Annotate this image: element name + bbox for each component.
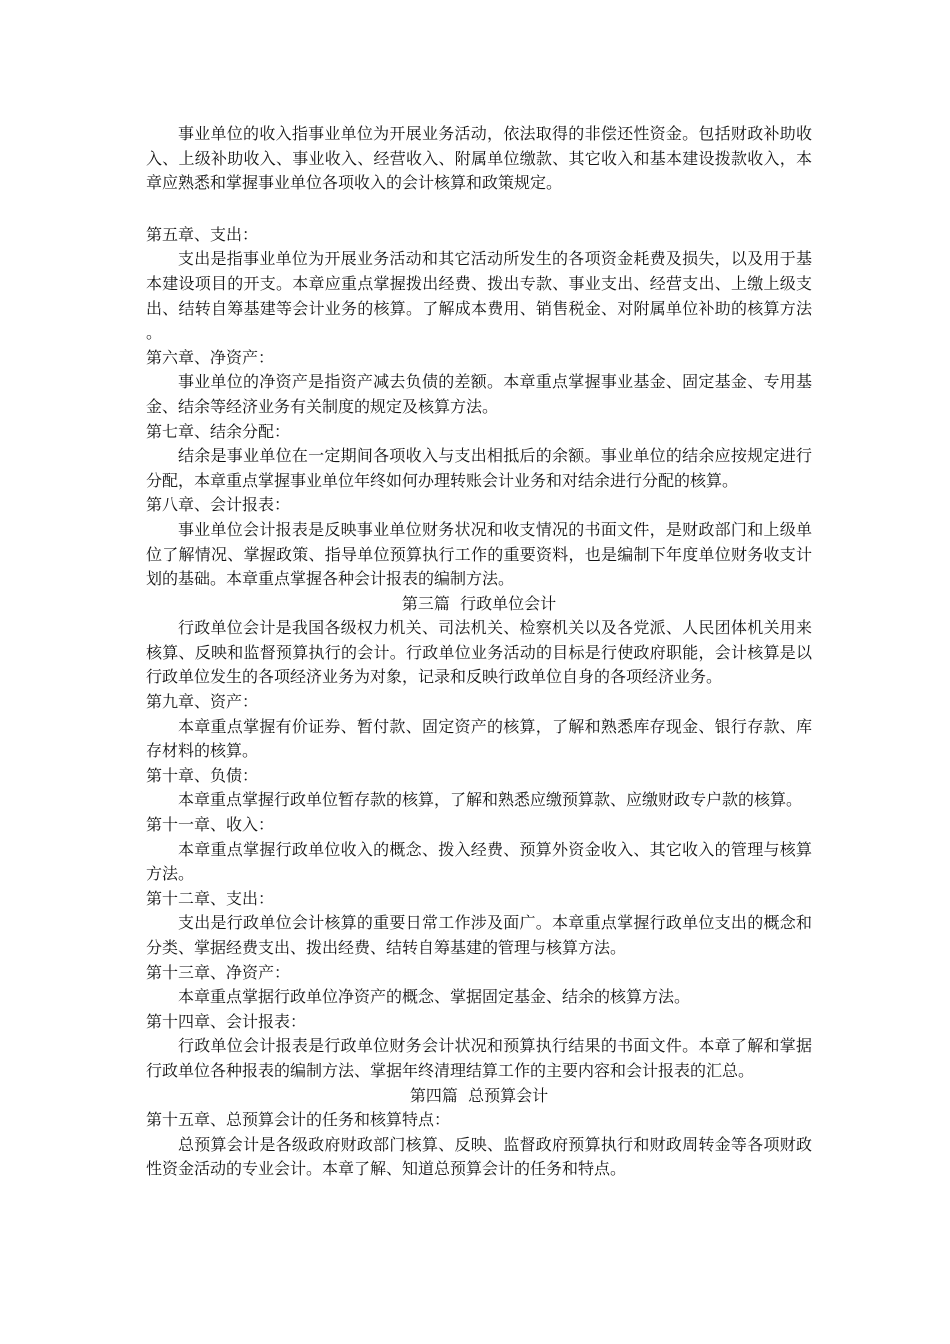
chapter-7-heading: 第七章、结余分配： [146,421,291,441]
document-page [146,122,812,1182]
part-4-heading: 第四篇 总预算会计 [409,1085,549,1105]
chapter-11-paragraph: 本章重点掌握行政单位收入的概念、拨入经费、预算外资金收入、其它收入的管理与核算方法。 [146,839,812,884]
chapter-12-paragraph: 支出是行政单位会计核算的重要日常工作涉及面广。本章重点掌握行政单位支出的概念和分类、掌据经费支出、拨出经费、结转自筹基建的管理与核算方法。 [146,913,812,957]
part-3-heading: 第三篇 行政单位会计 [401,593,557,613]
chapter-8-paragraph: 事业单位会计报表是反映事业单位财务状况和收支情况的书面文件，是财政部门和上级单位了解情况、掌握政策、指导单位预算执行工作的重要资料，也是编制下年度单位财务收支计划的基础。本章重点掌握各种会计报表的编制方法。 [146,519,812,589]
chapter-5-paragraph: 支出是指事业单位为开展业务活动和其它活动所发生的各项资金耗费及损失，以及用于基本建设项目的开支。本章应重点掌握拨出经费、拨出专款、事业支出、经营支出、上缴上级支出、结转自筹基建等会计业务的核算。了解成本费用、销售税金、对附属单位补助的核算方法。 [146,249,812,343]
chapter-10-paragraph: 本章重点掌握行政单位暂存款的核算，了解和熟悉应缴预算款、应缴财政专户款的核算。 [178,790,803,810]
chapter-8-heading: 第八章、会计报表： [146,495,291,515]
paragraph-spacer [146,196,812,223]
part-3-paragraph: 行政单位会计是我国各级权力机关、司法机关、检察机关以及各党派、人民团体机关用来核算、反映和监督预算执行的会计。行政单位业务活动的目标是行使政府职能，会计核算是以行政单位发生的各项经济业务为对象，记录和反映行政单位自身的各项经济业务。 [146,618,812,687]
chapter-6-heading: 第六章、净资产： [146,347,275,367]
chapter-9-heading: 第九章、资产： [146,692,259,712]
chapter-7-paragraph: 结余是事业单位在一定期间各项收入与支出相抵后的余额。事业单位的结余应按规定进行分配，本章重点掌握事业单位年终如何办理转账会计业务和对结余进行分配的核算。 [146,446,812,490]
chapter-15-paragraph: 总预算会计是各级政府财政部门核算、反映、监督政府预算执行和财政周转金等各项财政性资金活动的专业会计。本章了解、知道总预算会计的任务和特点。 [146,1134,812,1179]
chapter-15-heading: 第十五章、总预算会计的任务和核算特点： [146,1110,451,1130]
chapter-10-heading: 第十章、负债： [146,765,259,785]
chapter-11-heading: 第十一章、收入： [146,815,275,835]
chapter-6-paragraph: 事业单位的净资产是指资产减去负债的差额。本章重点掌握事业基金、固定基金、专用基金、结余等经济业务有关制度的规定及核算方法。 [146,372,812,416]
chapter-13-heading: 第十三章、净资产： [146,962,291,982]
chapter-12-heading: 第十二章、支出： [146,888,275,908]
chapter-9-paragraph: 本章重点掌握有价证券、暂付款、固定资产的核算，了解和熟悉库存现金、银行存款、库存材料的核算。 [146,716,812,761]
chapter-5-heading: 第五章、支出： [146,224,259,244]
intro-paragraph: 事业单位的收入指事业单位为开展业务活动，依法取得的非偿还性资金。包括财政补助收入、上级补助收入、事业收入、经营收入、附属单位缴款、其它收入和基本建设拨款收入，本章应熟悉和掌握事业单位各项收入的会计核算和政策规定。 [146,124,812,193]
chapter-13-paragraph: 本章重点掌据行政单位净资产的概念、掌据固定基金、结余的核算方法。 [178,987,691,1007]
chapter-14-heading: 第十四章、会计报表： [146,1011,307,1031]
chapter-14-paragraph: 行政单位会计报表是行政单位财务会计状况和预算执行结果的书面文件。本章了解和掌据行政单位各种报表的编制方法、掌据年终清理结算工作的主要内容和会计报表的汇总。 [146,1036,812,1080]
